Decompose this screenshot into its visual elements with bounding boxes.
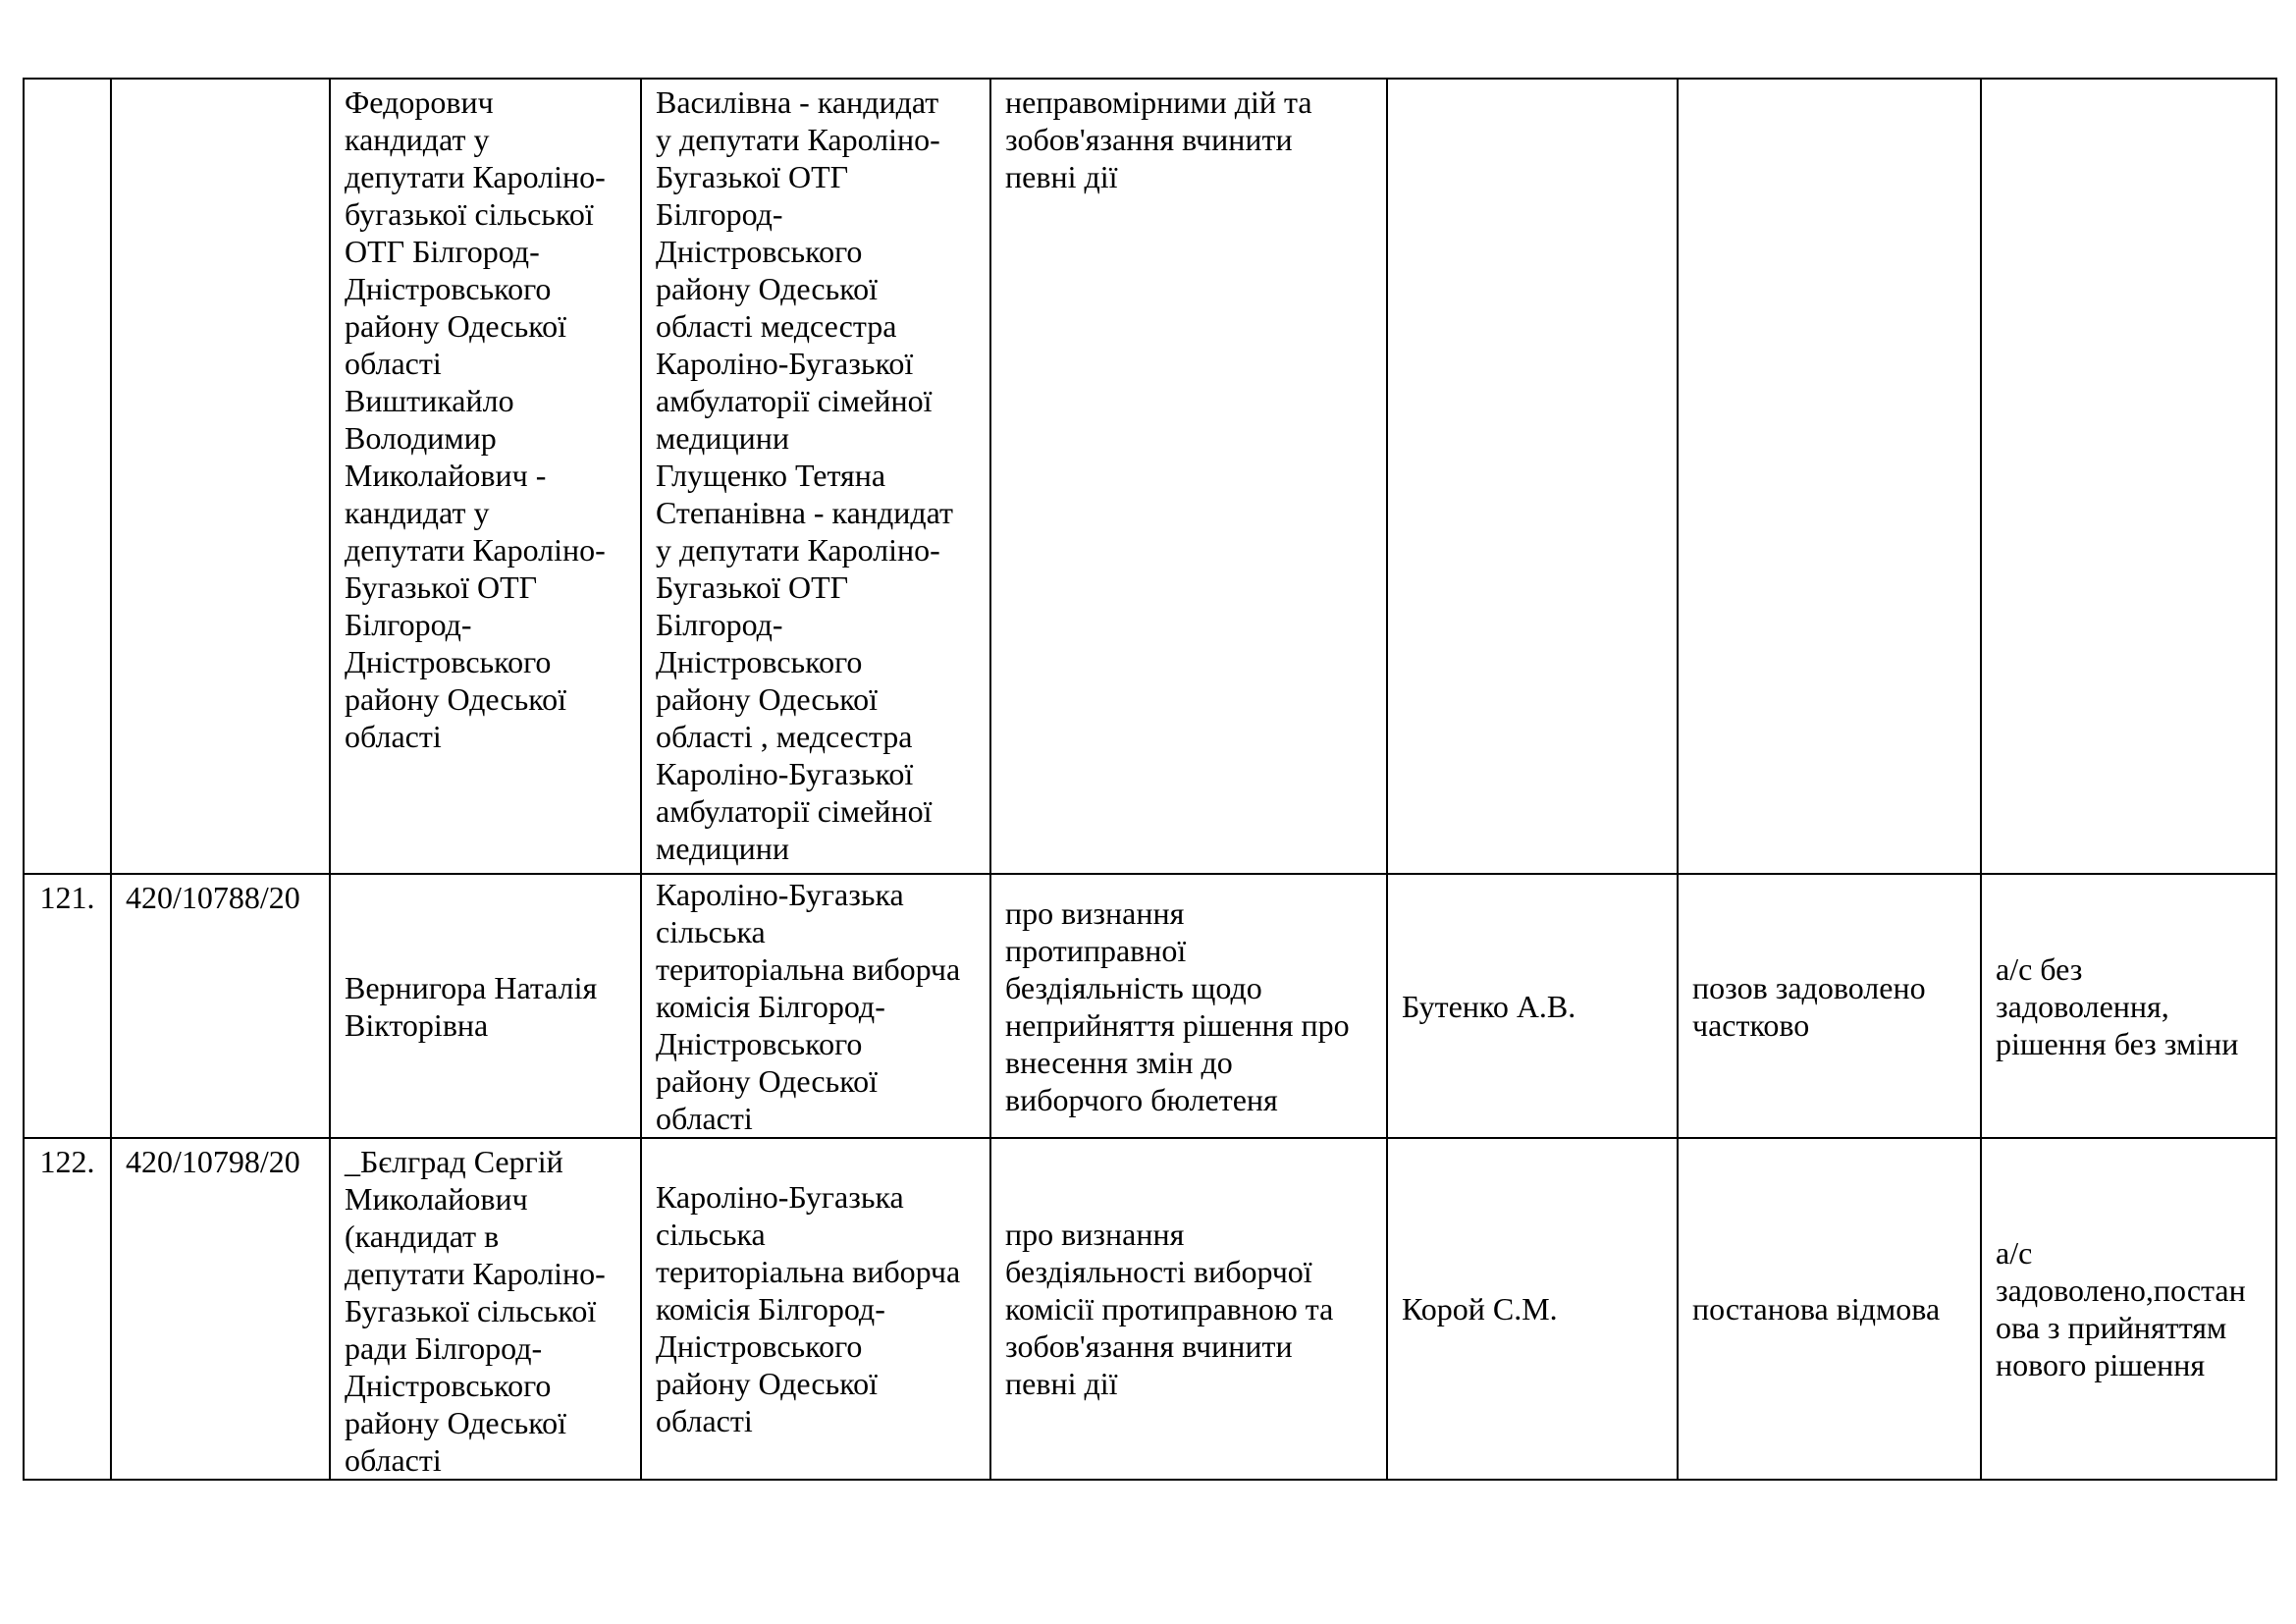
table-row bbox=[24, 1138, 2276, 1480]
appeal-result-cell bbox=[1981, 79, 2276, 874]
claim-subject-cell: про визнання протиправної бездіяльність щодо неприйняття рішення про внесення змін до виборчого бюлетеня bbox=[990, 874, 1387, 1138]
row-number: 121. bbox=[24, 874, 111, 1138]
decision-cell: постанова відмова bbox=[1678, 1138, 1981, 1480]
document-page bbox=[23, 78, 2277, 1481]
row-number: 122. bbox=[24, 1138, 111, 1480]
defendant-cell: Василівна - кандидат у депутати Кароліно- Бугазької ОТГ Білгород- Дністровського району Одеської області медсестра Кароліно-Бугазької амбулаторії сімейної медицини Глущенко Тетяна Степанівна - кандидат у депутати Кароліно- Бугазької ОТГ Білгород- Дністровського району Одеської області , медсестра Кароліно-Бугазької амбулаторії сімейної медицини bbox=[641, 79, 990, 874]
claim-subject-cell: неправомірними дій та зобов'язання вчинити певні дії bbox=[990, 79, 1387, 874]
plaintiff-cell: Федорович кандидат у депутати Кароліно- бугазької сільської ОТГ Білгород- Дністровського району Одеської області Виштикайло Володимир Миколайович - кандидат у депутати Кароліно- Бугазької ОТГ Білгород- Дністровського району Одеської області bbox=[330, 79, 641, 874]
judge-cell bbox=[1387, 79, 1678, 874]
plaintiff-cell: _Бєлград Сергій Миколайович (кандидат в депутати Кароліно- Бугазької сільської ради Білгород- Дністровського району Одеської області bbox=[330, 1138, 641, 1480]
judge-cell: Корой С.М. bbox=[1387, 1138, 1678, 1480]
case-number: 420/10798/20 bbox=[111, 1138, 330, 1480]
decision-cell: позов задоволено частково bbox=[1678, 874, 1981, 1138]
appeal-result-cell: а/с без задоволення, рішення без зміни bbox=[1981, 874, 2276, 1138]
plaintiff-cell: Вернигора Наталія Вікторівна bbox=[330, 874, 641, 1138]
decision-cell bbox=[1678, 79, 1981, 874]
case-number: 420/10788/20 bbox=[111, 874, 330, 1138]
claim-subject-cell: про визнання бездіяльності виборчої комісії протиправною та зобов'язання вчинити певні дії bbox=[990, 1138, 1387, 1480]
table-row bbox=[24, 79, 2276, 874]
row-number bbox=[24, 79, 111, 874]
judge-cell: Бутенко А.В. bbox=[1387, 874, 1678, 1138]
table-row bbox=[24, 874, 2276, 1138]
court-cases-table bbox=[23, 78, 2277, 1481]
case-number bbox=[111, 79, 330, 874]
appeal-result-cell: а/с задоволено,постан ова з прийняттям нового рішення bbox=[1981, 1138, 2276, 1480]
defendant-cell: Кароліно-Бугазька сільська територіальна виборча комісія Білгород- Дністровського району Одеської області bbox=[641, 1138, 990, 1480]
defendant-cell: Кароліно-Бугазька сільська територіальна виборча комісія Білгород- Дністровського району Одеської області bbox=[641, 874, 990, 1138]
